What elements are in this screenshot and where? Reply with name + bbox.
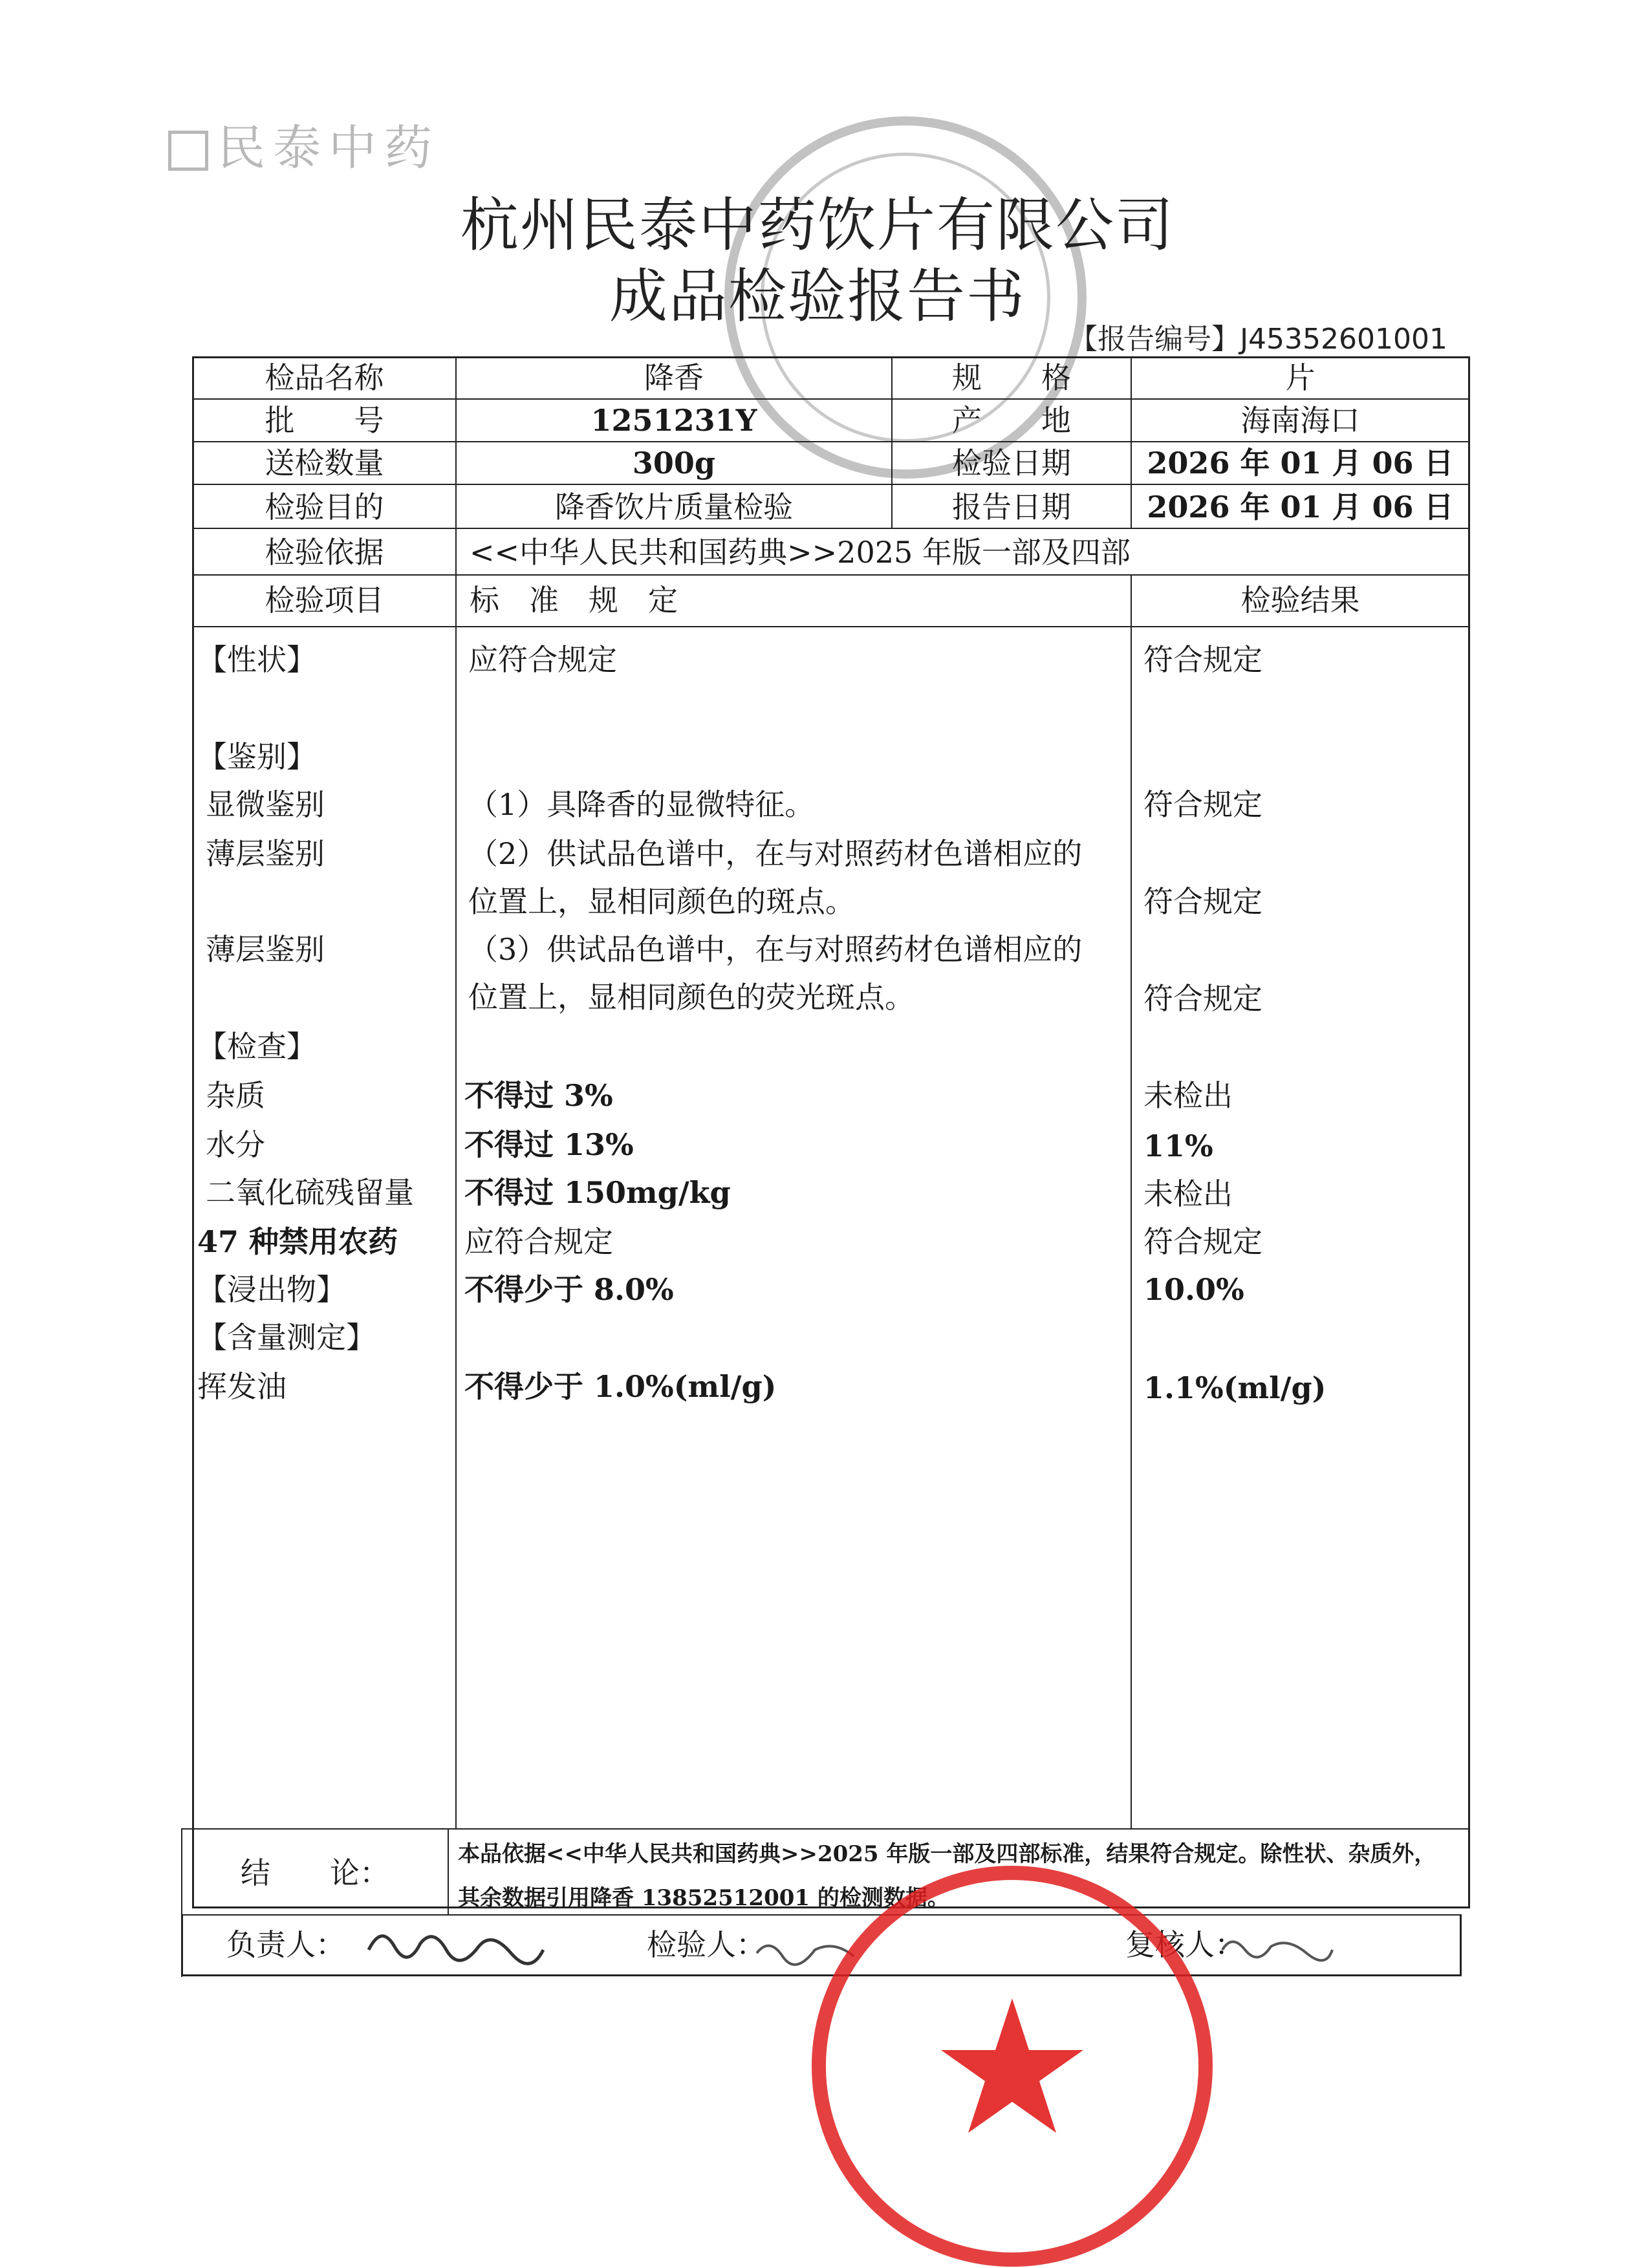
appearance-standard: 应符合规定 xyxy=(468,642,617,677)
quantity-label: 送检数量 xyxy=(265,446,384,481)
extract-result: 10.0% xyxy=(1143,1272,1244,1307)
company-title: 杭州民泰中药饮片有限公司 xyxy=(460,191,1175,259)
identification-heading: 【鉴别】 xyxy=(197,739,316,774)
row-line xyxy=(192,484,1470,485)
purpose-label: 检验目的 xyxy=(265,490,384,524)
pesticide-result: 符合规定 xyxy=(1143,1224,1262,1259)
test-date-value: 2026 年 01 月 06 日 xyxy=(1147,446,1454,481)
moisture-standard: 不得过 13% xyxy=(464,1127,634,1162)
so2-result: 未检出 xyxy=(1143,1176,1233,1211)
report-date-value: 2026 年 01 月 06 日 xyxy=(1147,490,1454,524)
extract-item: 【浸出物】 xyxy=(197,1272,346,1307)
so2-standard: 不得过 150mg/kg xyxy=(464,1175,731,1210)
extract-standard: 不得少于 8.0% xyxy=(464,1272,674,1307)
standard-column-header: 标 准 规 定 xyxy=(470,583,678,618)
item-column-header: 检验项目 xyxy=(265,583,384,618)
impurity-item: 杂质 xyxy=(206,1078,265,1113)
microscopic-result: 符合规定 xyxy=(1143,787,1262,822)
appearance-result: 符合规定 xyxy=(1143,642,1262,677)
row-line xyxy=(192,574,1470,576)
spec-label: 规 格 xyxy=(952,360,1071,395)
tlc2-result: 符合规定 xyxy=(1143,981,1262,1016)
col-line xyxy=(1131,574,1132,1828)
assay-heading: 【含量测定】 xyxy=(197,1320,376,1355)
red-seal-star-icon xyxy=(812,1866,1213,2267)
col-line xyxy=(448,1828,449,1914)
conclusion-label: 结 论： xyxy=(241,1855,389,1890)
company-logo xyxy=(168,110,440,178)
purpose-value: 降香饮片质量检验 xyxy=(555,490,793,524)
microscopic-item: 显微鉴别 xyxy=(206,787,325,822)
report-number-label: 【报告编号】 xyxy=(1069,323,1240,356)
inspector-label: 检验人： xyxy=(647,1927,766,1962)
conclusion-text: 本品依据<<中华人民共和国药典>>2025 年版一部及四部标准，结果符合规定。除性状、杂质外，其余数据引用降香 13852512001 的检测数据。 xyxy=(458,1841,1436,1911)
origin-label: 产 地 xyxy=(952,403,1071,438)
tlc2-item: 薄层鉴别 xyxy=(206,932,325,967)
report-number-value: J45352601001 xyxy=(1240,323,1447,356)
moisture-item: 水分 xyxy=(206,1127,265,1162)
impurity-result: 未检出 xyxy=(1143,1078,1233,1113)
spec-value: 片 xyxy=(1285,360,1316,395)
reviewer-label: 复核人： xyxy=(1125,1927,1244,1962)
volatile-oil-item: 挥发油 xyxy=(197,1369,287,1404)
volatile-oil-result: 1.1%(ml/g) xyxy=(1143,1370,1326,1405)
appearance-item: 【性状】 xyxy=(197,642,316,677)
logo-text: 民泰中药 xyxy=(217,120,440,176)
responsible-label: 负责人： xyxy=(226,1927,345,1962)
tlc2-standard-line2: 位置上，显相同颜色的荧光斑点。 xyxy=(468,980,915,1015)
report-date-label: 报告日期 xyxy=(952,490,1071,524)
impurity-standard: 不得过 3% xyxy=(464,1078,613,1113)
product-name-value: 降香 xyxy=(644,360,704,395)
report-title: 成品检验报告书 xyxy=(609,263,1026,330)
so2-item: 二氧化硫残留量 xyxy=(206,1175,414,1210)
pesticide-item: 47 种禁用农药 xyxy=(197,1224,398,1259)
moisture-result: 11% xyxy=(1143,1129,1213,1163)
check-heading: 【检查】 xyxy=(197,1029,316,1064)
reviewer-signature xyxy=(1216,1924,1339,1969)
row-line xyxy=(181,1828,1470,1830)
tlc1-result: 符合规定 xyxy=(1143,884,1262,919)
report-number xyxy=(1069,316,1447,357)
test-date-label: 检验日期 xyxy=(952,446,1071,481)
pesticide-standard: 应符合规定 xyxy=(464,1224,613,1259)
col-line xyxy=(455,574,457,1828)
origin-value: 海南海口 xyxy=(1240,403,1360,438)
basis-label: 检验依据 xyxy=(265,535,384,570)
batch-label: 批 号 xyxy=(265,403,384,438)
row-line xyxy=(192,528,1470,529)
tlc2-standard-line1: （3）供试品色谱中，在与对照药材色谱相应的 xyxy=(468,932,1083,967)
basis-value: <<中华人民共和国药典>>2025 年版一部及四部 xyxy=(470,535,1131,570)
responsible-signature xyxy=(362,1917,550,1969)
batch-value: 1251231Y xyxy=(590,403,757,438)
quantity-value: 300g xyxy=(632,446,716,481)
result-column-header: 检验结果 xyxy=(1240,583,1360,618)
tlc1-standard-line1: （2）供试品色谱中，在与对照药材色谱相应的 xyxy=(468,836,1083,871)
product-name-label: 检品名称 xyxy=(265,360,384,395)
tlc1-standard-line2: 位置上，显相同颜色的斑点。 xyxy=(468,884,855,919)
row-line xyxy=(192,626,1470,627)
volatile-oil-standard: 不得少于 1.0%(ml/g) xyxy=(464,1369,777,1404)
logo-square-icon xyxy=(168,131,208,171)
tlc1-item: 薄层鉴别 xyxy=(206,836,325,871)
microscopic-standard: （1）具降香的显微特征。 xyxy=(468,787,815,822)
